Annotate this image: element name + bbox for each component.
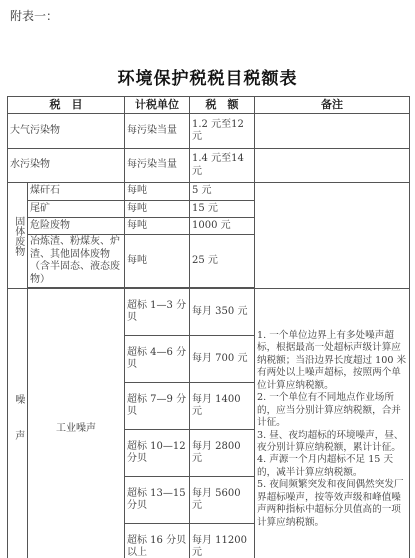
amount-coal-gangue: 5 元	[190, 183, 255, 201]
table-row	[8, 149, 410, 183]
noise-level-2: 超标 4—6 分贝	[125, 336, 190, 383]
noise-remarks	[255, 289, 410, 558]
amount-water: 1.4 元至14 元	[190, 149, 255, 183]
amount-tailings: 15 元	[190, 201, 255, 218]
remark-line: 5. 夜间频繁突发和夜间偶然突发厂界超标噪声，按等效声级和峰值噪声两种指标中超标分贝值高的一项计算应纳税额。	[257, 479, 404, 528]
table-row	[8, 183, 410, 201]
amount-hazardous-waste: 1000 元	[190, 218, 255, 235]
noise-level-1: 超标 1—3 分贝	[125, 289, 190, 336]
noise-level-5: 超标 13—15 分贝	[125, 477, 190, 524]
remark-line: 1. 一个单位边界上有多处噪声超标，根据最高一处超标声级计算应纳税额；当沿边界长度超过 100 米有两处以上噪声超标，按照两个单位计算应纳税额。	[257, 329, 407, 391]
noise-amount-1: 每月 350 元	[190, 289, 255, 336]
amount-smelting-slag: 25 元	[190, 235, 255, 288]
item-tailings: 尾矿	[28, 201, 125, 218]
item-hazardous-waste: 危险废物	[28, 218, 125, 235]
item-air-pollutant: 大气污染物	[8, 114, 125, 149]
unit-tailings: 每吨	[125, 201, 190, 218]
noise-level-3: 超标 7—9 分贝	[125, 383, 190, 430]
header-unit: 计税单位	[125, 97, 190, 114]
category-noise: 噪声	[8, 289, 28, 558]
table-header-row	[8, 97, 410, 114]
unit-hazardous-waste: 每吨	[125, 218, 190, 235]
remark-line: 4. 声源一个月内超标不足 15 天的，减半计算应纳税额。	[257, 454, 394, 478]
document-title: 环境保护税税目税额表	[117, 69, 298, 89]
remark-water	[255, 149, 410, 183]
noise-amount-2: 每月 700 元	[190, 336, 255, 383]
amount-air: 1.2 元至12 元	[190, 114, 255, 149]
tax-rate-table	[7, 96, 410, 558]
table-row	[8, 114, 410, 149]
remark-line: 3. 昼、夜均超标的环境噪声，昼、夜分别计算应纳税额，累计计征。	[257, 429, 404, 453]
header-remarks: 备注	[255, 97, 410, 114]
remark-line: 2. 一个单位有不同地点作业场所的，应当分别计算应纳税额，合并计征。	[257, 392, 401, 429]
unit-coal-gangue: 每吨	[125, 183, 190, 201]
item-smelting-slag: 冶炼渣、粉煤灰、炉渣、其他固体废物（含半固态、液态废物）	[28, 235, 125, 288]
noise-amount-6: 每月 11200 元	[190, 524, 255, 558]
item-industrial-noise: 工业噪声	[28, 289, 125, 558]
category-solid-waste: 固体废物	[8, 183, 28, 289]
noise-level-4: 超标 10—12 分贝	[125, 430, 190, 477]
unit-water: 每污染当量	[125, 149, 190, 183]
table-row	[8, 289, 410, 336]
annex-label: 附表一：	[10, 9, 59, 23]
header-tax-item: 税 目	[8, 97, 125, 114]
remark-air	[255, 114, 410, 149]
item-water-pollutant: 水污染物	[8, 149, 125, 183]
noise-amount-4: 每月 2800 元	[190, 430, 255, 477]
remark-solid	[255, 183, 410, 289]
item-coal-gangue: 煤矸石	[28, 183, 125, 201]
unit-smelting-slag: 每吨	[125, 235, 190, 288]
noise-amount-5: 每月 5600 元	[190, 477, 255, 524]
header-amount: 税 额	[190, 97, 255, 114]
noise-amount-3: 每月 1400 元	[190, 383, 255, 430]
unit-air: 每污染当量	[125, 114, 190, 149]
noise-level-6: 超标 16 分贝以上	[125, 524, 190, 558]
